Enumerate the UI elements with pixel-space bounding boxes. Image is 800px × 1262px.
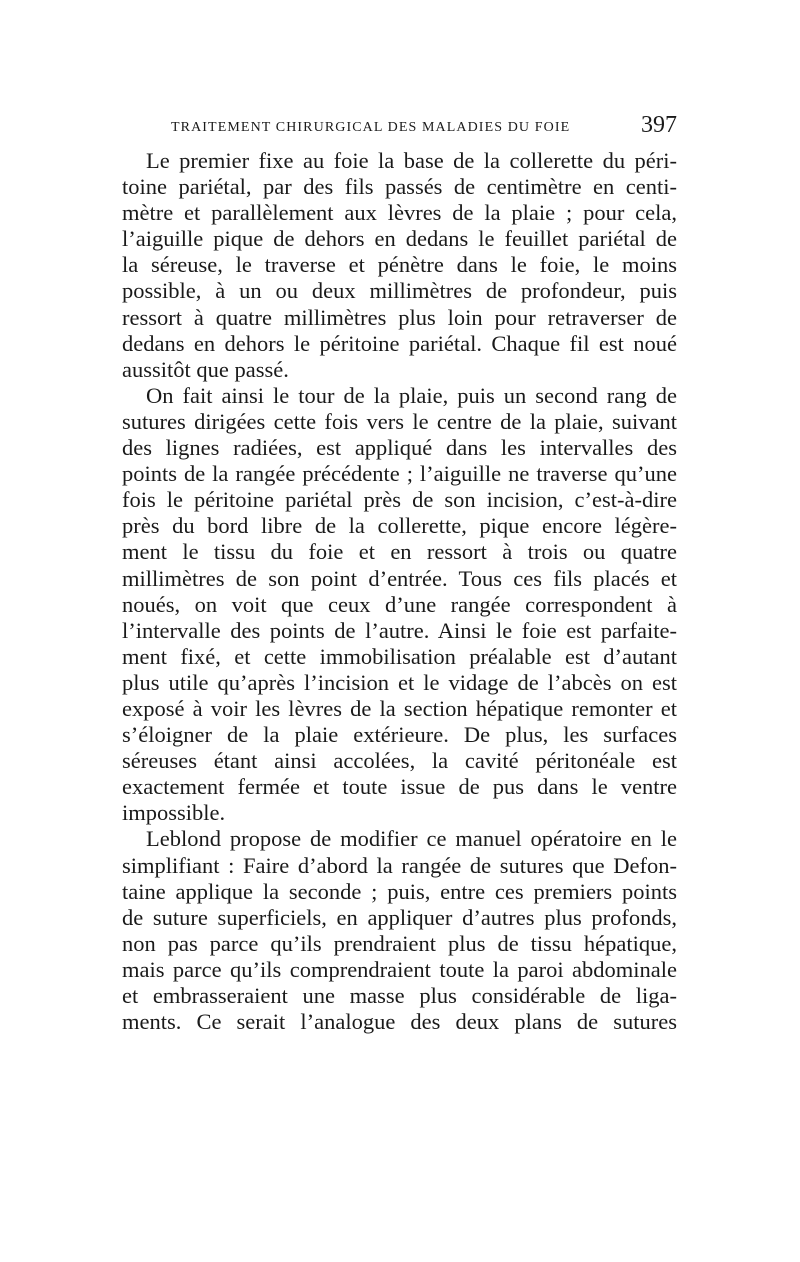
text-line: séreuses étant ainsi accolées, la cavité péritonéale est xyxy=(122,748,677,774)
text-line: millimètres de son point d’entrée. Tous ces fils placés et xyxy=(122,565,677,591)
text-line: noués, on voit que ceux d’une rangée correspondent à xyxy=(122,591,677,617)
text-line: des lignes radiées, est appliqué dans les intervalles des xyxy=(122,435,677,461)
text-line: ments. Ce serait l’analogue des deux plans de sutures xyxy=(122,1009,677,1035)
text-line: ressort à quatre millimètres plus loin pour retraverser de xyxy=(122,304,677,330)
page-number: 397 xyxy=(641,112,677,138)
text-line: l’intervalle des points de l’autre. Ainsi le foie est parfaite- xyxy=(122,617,677,643)
text-line: s’éloigner de la plaie extérieure. De plus, les surfaces xyxy=(122,722,677,748)
body-text xyxy=(122,148,677,1035)
text-line: ment le tissu du foie et en ressort à trois ou quatre xyxy=(122,539,677,565)
text-line: sutures dirigées cette fois vers le centre de la plaie, suivant xyxy=(122,408,677,434)
text-line: ment fixé, et cette immobilisation préalable est d’autant xyxy=(122,643,677,669)
text-line: de suture superficiels, en appliquer d’autres plus profonds, xyxy=(122,904,677,930)
text-line: mètre et parallèlement aux lèvres de la plaie ; pour cela, xyxy=(122,200,677,226)
text-line: près du bord libre de la collerette, pique encore légère- xyxy=(122,513,677,539)
text-line: taine applique la seconde ; puis, entre ces premiers points xyxy=(122,878,677,904)
paragraph-1 xyxy=(122,148,677,383)
text-line: toine pariétal, par des fils passés de centimètre en centi- xyxy=(122,174,677,200)
text-line: Le premier fixe au foie la base de la collerette du péri- xyxy=(146,148,677,173)
text-line: non pas parce qu’ils prendraient plus de tissu hépatique, xyxy=(122,930,677,956)
text-line: aussitôt que passé. xyxy=(122,356,289,382)
text-line: On fait ainsi le tour de la plaie, puis un second rang de xyxy=(146,382,677,408)
text-line: l’aiguille pique de dehors en dedans le feuillet pariétal de xyxy=(122,226,677,252)
text-line: Leblond propose de modifier ce manuel opératoire en le xyxy=(146,826,677,852)
text-line: points de la rangée précédente ; l’aiguille ne traverse qu’une xyxy=(122,461,677,487)
text-line: exposé à voir les lèvres de la section hépatique remonter et xyxy=(122,695,677,721)
text-line: plus utile qu’après l’incision et le vidage de l’abcès on est xyxy=(122,669,677,695)
text-line: fois le péritoine pariétal près de son incision, c’est-à-dire xyxy=(122,487,677,513)
text-line: et embrasseraient une masse plus considérable de liga- xyxy=(122,983,677,1008)
paragraph-2 xyxy=(122,383,677,827)
paragraph-3 xyxy=(122,826,677,1035)
text-line: mais parce qu’ils comprendraient toute la paroi abdominale xyxy=(122,956,677,982)
text-line: exactement fermée et toute issue de pus dans le ventre xyxy=(122,774,677,800)
text-line: impossible. xyxy=(122,800,226,826)
text-line: dedans en dehors le péritoine pariétal. Chaque fil est noué xyxy=(122,330,677,356)
text-line: simplifiant : Faire d’abord la rangée de sutures que Defon- xyxy=(122,852,677,878)
text-line: possible, à un ou deux millimètres de profondeur, puis xyxy=(122,278,677,304)
running-head xyxy=(171,112,677,144)
running-title: TRAITEMENT CHIRURGICAL DES MALADIES DU FOIE xyxy=(171,120,571,135)
text-line: la séreuse, le traverse et pénètre dans le foie, le moins xyxy=(122,252,677,278)
